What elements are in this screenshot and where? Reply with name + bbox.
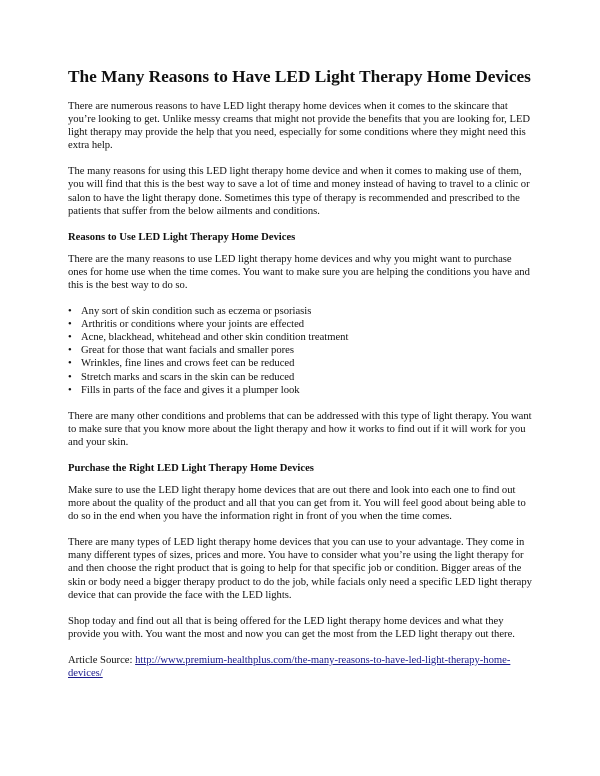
- list-item-text: Wrinkles, fine lines and crows feet can be reduced: [81, 358, 295, 370]
- bullet-icon: •: [68, 306, 72, 318]
- list-item-text: Arthritis or conditions where your joints are effected: [81, 319, 305, 331]
- article-source: [68, 654, 532, 680]
- list-item-text: Acne, blackhead, whitehead and other skin condition treatment: [81, 332, 349, 344]
- list-item: [68, 318, 532, 331]
- reasons-closing-paragraph: There are many other conditions and problems that can be addressed with this type of light therapy. You want to make sure that you know more about the light therapy and how it works to find out if it will work for you and your skin.: [68, 410, 532, 448]
- list-item-text: Any sort of skin condition such as eczema or psoriasis: [81, 306, 312, 318]
- purchase-paragraph-2: There are many types of LED light therapy home devices that you can use to your advantage. They come in many different types of sizes, prices and more. You have to consider what you’re using the light therapy for and then choose the right product that is going to help for that specific job or condition. Bigger areas of the skin or body need a bigger therapy product to do the job, while facials only need a specific LED light therapy device that can provide the face with the LED lights.: [68, 537, 532, 601]
- list-item: [68, 305, 532, 318]
- list-item: [68, 331, 532, 344]
- page-title: The Many Reasons to Have LED Light Therapy Home Devices: [68, 67, 531, 86]
- reasons-paragraph: There are the many reasons to use LED light therapy home devices and why you might want to purchase ones for home use when the time comes. You want to make sure you are helping the conditions you have and this is the best way to do so.: [68, 253, 530, 291]
- bullet-icon: •: [68, 345, 72, 357]
- section-heading-reasons: Reasons to Use LED Light Therapy Home Devices: [68, 231, 296, 243]
- list-item: [68, 357, 532, 370]
- list-item-text: Stretch marks and scars in the skin can be reduced: [81, 371, 295, 383]
- article-source-label: Article Source:: [68, 654, 136, 666]
- article-source-link[interactable]: http://www.premium-healthplus.com/the-many-reasons-to-have-led-light-therapy-home-devices/: [68, 654, 511, 679]
- list-item: [68, 371, 532, 384]
- list-item-text: Fills in parts of the face and gives it a plumper look: [81, 384, 300, 396]
- bullet-icon: •: [68, 332, 72, 344]
- bullet-icon: •: [68, 371, 72, 383]
- list-item-text: Great for those that want facials and smaller pores: [81, 345, 294, 357]
- section-heading-purchase: Purchase the Right LED Light Therapy Home Devices: [68, 462, 314, 474]
- list-item: [68, 384, 532, 397]
- list-item: [68, 344, 532, 357]
- intro-paragraph-1: There are numerous reasons to have LED light therapy home devices when it comes to the skincare that you’re looking to get. Unlike messy creams that might not provide the benefits that you are looking for, LED light therapy may provide the help that you need, especially for some conditions where they might need this extra help.: [68, 101, 531, 152]
- bullet-icon: •: [68, 384, 72, 396]
- purchase-paragraph-3: Shop today and find out all that is being offered for the LED light therapy home devices and what they provide you with. You want the most and now you can get the most from the LED light therapy out there.: [68, 615, 515, 640]
- reasons-list: [68, 305, 532, 397]
- bullet-icon: •: [68, 358, 72, 370]
- bullet-icon: •: [68, 319, 72, 331]
- purchase-paragraph-1: Make sure to use the LED light therapy home devices that are out there and look into each one to find out more about the quality of the product and all that you can get from it. You will feel good about being able to do so in the end when you have the information right in front of you when the time comes.: [68, 484, 526, 523]
- intro-paragraph-2: The many reasons for using this LED light therapy home device and when it comes to making use of them, you will find that this is the best way to save a lot of time and money instead of having to travel to a clinic or salon to have the light therapy done. Sometimes this type of therapy is recommended and prescribed to the patients that suffer from the below ailments and conditions.: [68, 166, 530, 217]
